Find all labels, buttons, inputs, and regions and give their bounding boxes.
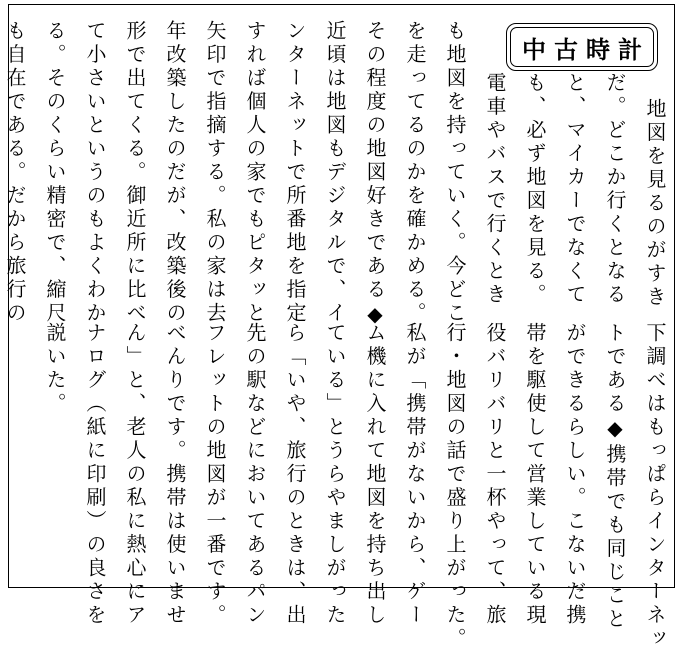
- text-column: 地図を見るのがすき: [643, 98, 667, 310]
- article-title: 中古時計: [522, 34, 650, 64]
- text-column: 年改築したのだが、改築後の: [163, 20, 187, 326]
- text-column: ナログ（紙に印刷）の良さを: [83, 322, 107, 628]
- text-column: て小さいというのもよくわか: [83, 20, 107, 326]
- text-column: 形で出てくる。御近所に比べ: [123, 20, 147, 326]
- text-column: 帯を駆使して営業している現: [523, 322, 547, 628]
- text-column: ンターネットで所番地を指定: [283, 20, 307, 326]
- text-column: ん」と、老人の私に熱心にア: [123, 322, 147, 628]
- text-column: すれば個人の家でもピタッと: [243, 20, 267, 326]
- text-column: 役バリバリと一杯やって、旅: [483, 322, 507, 628]
- text-column: 矢印で指摘する。私の家は去: [203, 20, 227, 326]
- text-column: 行・地図の話で盛り上がった。: [443, 322, 467, 651]
- text-column: も自在である。だから旅行の: [3, 20, 27, 326]
- text-column: ム機に入れて地図を持ち出し: [363, 322, 387, 628]
- text-column: る。そのくらい精密で、縮尺: [43, 20, 67, 326]
- text-column: ている」とうらやましがった: [323, 322, 347, 628]
- text-column: トである◆携帯でも同じこと: [603, 322, 627, 632]
- text-column: ができるらしい。こないだ携: [563, 322, 587, 628]
- text-column: も、必ず地図を見る。: [523, 72, 547, 307]
- text-column: ら「いや、旅行のときは、出: [283, 322, 307, 628]
- text-column: 私が「携帯がないから、ゲー: [403, 322, 427, 628]
- text-column: 説いた。: [43, 322, 67, 416]
- text-column: フレットの地図が一番です。: [203, 322, 227, 628]
- text-column: その程度の地図好きである◆: [363, 20, 387, 330]
- text-column: と、マイカーでなくて: [563, 72, 587, 307]
- text-column: 近頃は地図もデジタルで、イ: [323, 20, 347, 326]
- text-column: 下調べはもっぱらインターネッ: [643, 322, 667, 651]
- text-column: 電車やバスで行くとき: [483, 72, 507, 307]
- article-title-box: [506, 23, 658, 71]
- text-column: も地図を持っていく。今どこ: [443, 20, 467, 326]
- text-column: べんりです。携帯は使いませ: [163, 322, 187, 628]
- text-column: を走ってるのかを確かめる。: [403, 20, 427, 326]
- text-column: 先の駅などにおいてあるパン: [243, 322, 267, 628]
- text-column: だ。どこか行くとなる: [603, 72, 627, 307]
